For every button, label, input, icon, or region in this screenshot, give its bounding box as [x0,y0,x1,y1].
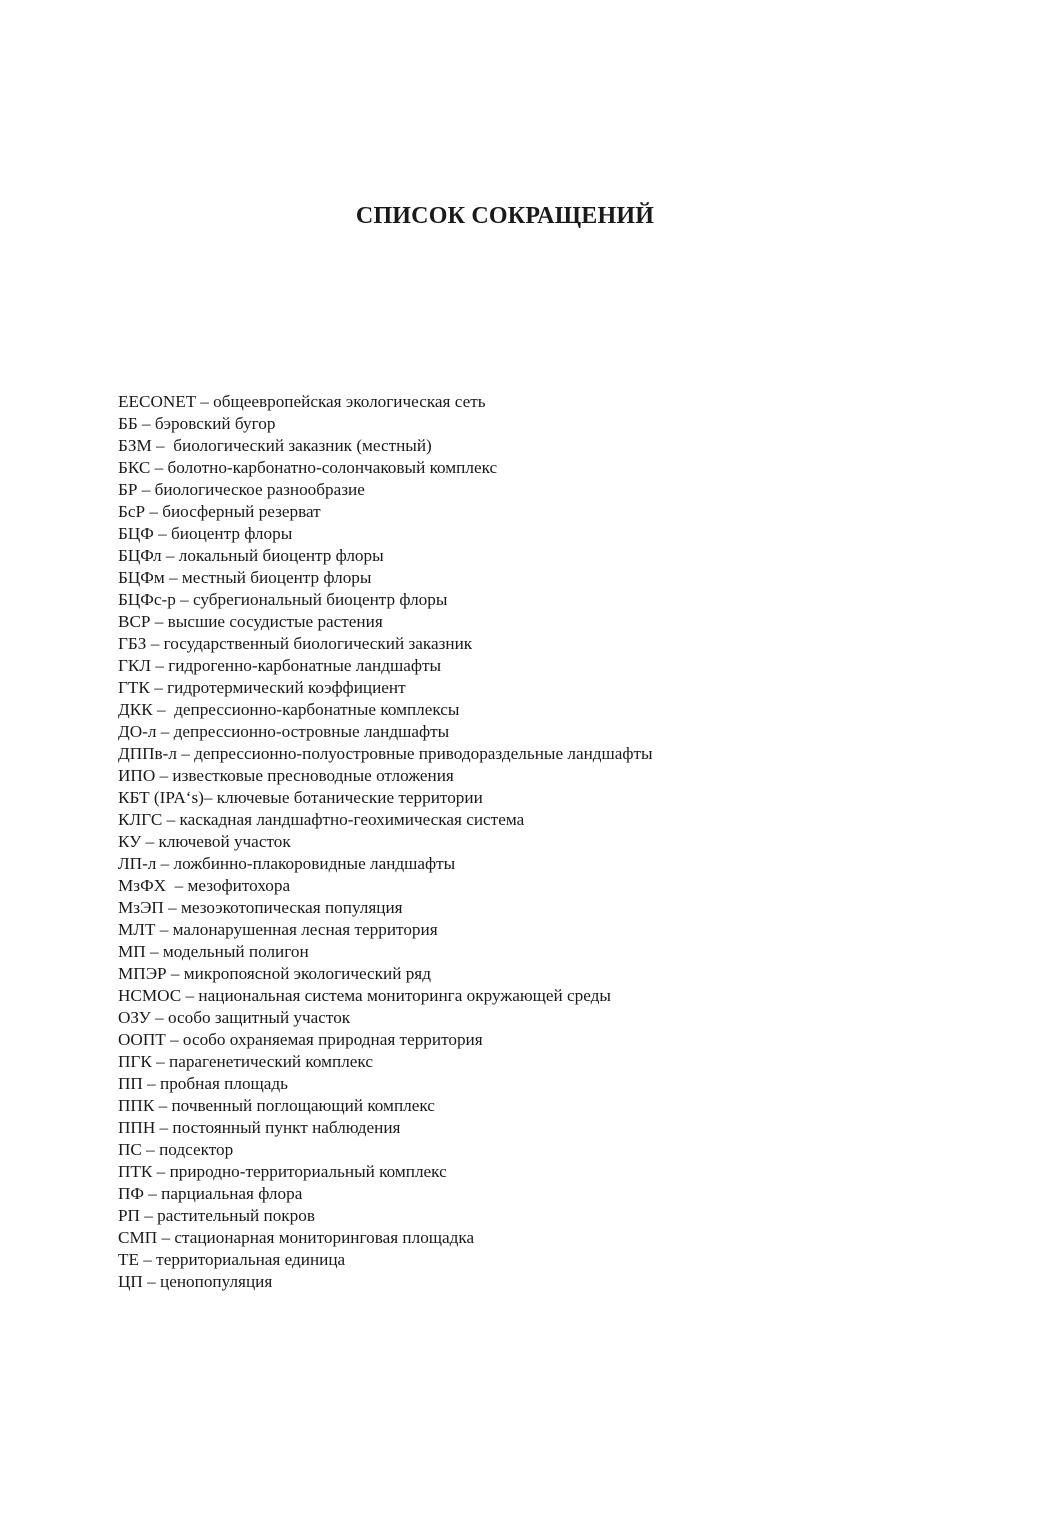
list-item: МзЭП – мезоэкотопическая популяция [118,898,403,917]
list-item: ППН – постоянный пункт наблюдения [118,1118,401,1137]
list-item: МЛТ – малонарушенная лесная территория [118,920,438,939]
list-item: ВСР – высшие сосудистые растения [118,612,383,631]
list-item: МП – модельный полигон [118,942,309,961]
list-item: ПС – подсектор [118,1140,234,1159]
list-item: БЦФ – биоцентр флоры [118,524,293,543]
list-item: БЗМ – биологический заказник (местный) [118,436,432,455]
list-item: КБТ (IPA‘s)– ключевые ботанические территории [118,788,483,807]
list-item: ГТК – гидротермический коэффициент [118,678,406,697]
list-item: ООПТ – особо охраняемая природная территория [118,1030,483,1049]
page-title: СПИСОК СОКРАЩЕНИЙ [355,203,655,229]
list-item: МПЭР – микропоясной экологический ряд [118,964,431,983]
list-item: ПФ – парциальная флора [118,1184,303,1203]
list-item: ГБЗ – государственный биологический заказник [118,634,473,653]
abbreviation-list [118,391,653,1293]
list-item: ДО-л – депрессионно-островные ландшафты [118,722,450,741]
list-item: ДКК – депрессионно-карбонатные комплексы [118,700,460,719]
list-item: ЛП-л – ложбинно-плакоровидные ландшафты [118,854,456,873]
list-item: БсР – биосферный резерват [118,502,321,521]
list-item: ДППв-л – депрессионно-полуостровные приводораздельные ландшафты [118,744,653,763]
list-item: ГКЛ – гидрогенно-карбонатные ландшафты [118,656,442,675]
list-item: ОЗУ – особо защитный участок [118,1008,351,1027]
list-item: ПП – пробная площадь [118,1074,288,1093]
list-item: ППК – почвенный поглощающий комплекс [118,1096,435,1115]
list-item: БКС – болотно-карбонатно-солончаковый комплекс [118,458,498,477]
list-item: БЦФс-р – субрегиональный биоцентр флоры [118,590,448,609]
list-item: МзФХ – мезофитохора [118,876,291,895]
list-item: КУ – ключевой участок [118,832,291,851]
list-item: НСМОС – национальная система мониторинга окружающей среды [118,986,611,1005]
list-item: КЛГС – каскадная ландшафтно-геохимическая система [118,810,525,829]
list-item: EECONET – общеевропейская экологическая сеть [118,392,486,411]
list-item: ПГК – парагенетический комплекс [118,1052,373,1071]
list-item: РП – растительный покров [118,1206,315,1225]
list-item: ББ – бэровский бугор [118,414,276,433]
list-item: ПТК – природно-территориальный комплекс [118,1162,447,1181]
list-item: ЦП – ценопопуляция [118,1272,273,1291]
list-item: ТЕ – территориальная единица [118,1250,346,1269]
list-item: БР – биологическое разнообразие [118,480,365,499]
list-item: БЦФм – местный биоцентр флоры [118,568,372,587]
list-item: СМП – стационарная мониторинговая площадка [118,1228,475,1247]
list-item: ИПО – известковые пресноводные отложения [118,766,454,785]
list-item: БЦФл – локальный биоцентр флоры [118,546,384,565]
